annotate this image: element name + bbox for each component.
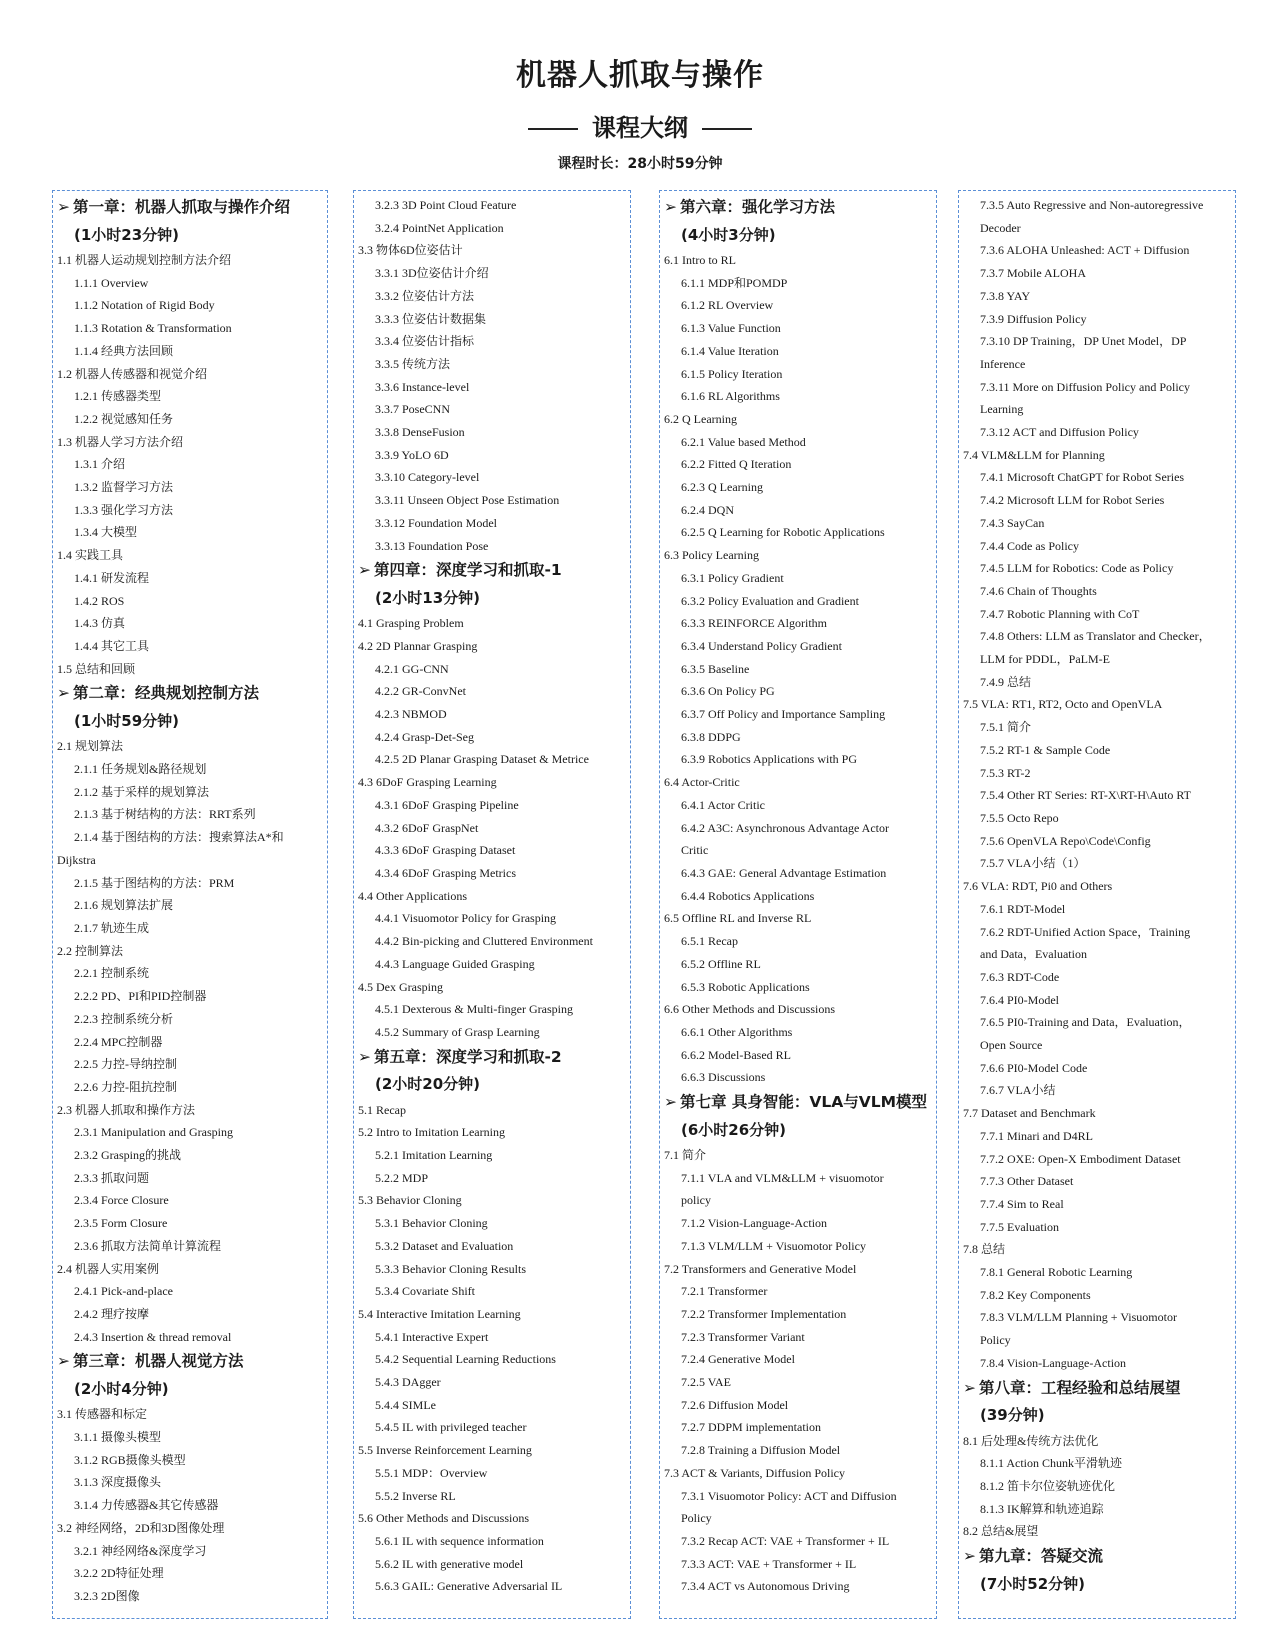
section-item: 5.2 Intro to Imitation Learning: [358, 1125, 505, 1140]
subsection-item: 7.6.7 VLA小结: [980, 1083, 1056, 1098]
subsection-item: 6.5.1 Recap: [681, 934, 738, 949]
subsection-item: 6.4.1 Actor Critic: [681, 797, 765, 812]
subsection-item: 3.3.5 传统方法: [375, 356, 451, 371]
subsection-item: 6.1.5 Policy Iteration: [681, 366, 783, 381]
subsection-item: 2.3.6 抓取方法简单计算流程: [74, 1238, 222, 1253]
section-item: 5.4 Interactive Imitation Learning: [358, 1306, 521, 1321]
subsection-item: 3.3.11 Unseen Object Pose Estimation: [375, 493, 560, 508]
subsection-item: 7.2.6 Diffusion Model: [681, 1397, 789, 1412]
chapter-heading: [57, 680, 323, 708]
chapter-heading: [57, 194, 323, 222]
subsection-item: 7.3.2 Recap ACT: VAE + Transformer + IL: [681, 1533, 890, 1548]
subsection-item: 7.5.6 OpenVLA Repo\Code\Config: [980, 833, 1151, 848]
subsection-item: 7.3.7 Mobile ALOHA: [980, 266, 1086, 281]
section-item: 2.3 机器人抓取和操作方法: [57, 1102, 196, 1117]
subsection-item: 5.2.1 Imitation Learning: [375, 1148, 493, 1163]
subsection-item: 1.4.1 研发流程: [74, 570, 150, 585]
section-item: 1.5 总结和回顾: [57, 661, 136, 676]
subsection-item: 6.1.6 RL Algorithms: [681, 389, 780, 404]
section-item: 5.3 Behavior Cloning: [358, 1193, 462, 1208]
subsection-item: 3.3.9 YoLO 6D: [375, 447, 449, 462]
chapter-duration: (2小时20分钟): [375, 1075, 481, 1094]
subsection-item: 1.1.1 Overview: [74, 275, 149, 290]
subsection-item: 3.1.1 摄像头模型: [74, 1430, 162, 1445]
subsection-item: 3.3.7 PoseCNN: [375, 402, 451, 417]
subsection-item: 5.4.4 SIMLe: [375, 1397, 436, 1412]
chapter-title: 第二章：经典规划控制方法: [73, 684, 260, 703]
chapter-duration: (1小时23分钟): [74, 225, 180, 244]
chapter-title: 第三章：机器人视觉方法: [73, 1352, 244, 1371]
subsection-item: 4.2.1 GG-CNN: [375, 661, 449, 676]
chapter-arrow-icon: ➢: [664, 1093, 677, 1112]
subsection-item: 5.4.2 Sequential Learning Reductions: [375, 1352, 556, 1367]
subsection-item: 3.1.3 深度摄像头: [74, 1475, 162, 1490]
subsection-item: 7.1.3 VLM/LLM + Visuomotor Policy: [681, 1238, 866, 1253]
subsection-item: 7.5.4 Other RT Series: RT-X\RT-H\Auto RT: [980, 788, 1192, 803]
subsection-item: 3.3.6 Instance-level: [375, 379, 470, 394]
subsection-item: 2.4.1 Pick-and-place: [74, 1284, 173, 1299]
chapter-duration: (4小时3分钟): [681, 225, 776, 244]
subsection-item: 7.3.12 ACT and Diffusion Policy: [980, 425, 1139, 440]
section-item: 6.5 Offline RL and Inverse RL: [664, 911, 812, 926]
subsection-item: 3.2.3 2D图像: [74, 1588, 140, 1603]
subsection-item: 5.5.2 Inverse RL: [375, 1488, 456, 1503]
subsection-item: 4.2.5 2D Planar Grasping Dataset & Metrice: [375, 752, 589, 767]
subsection-item: 7.3.1 Visuomotor Policy: ACT and Diffusion: [681, 1488, 897, 1503]
section-item: 6.4 Actor-Critic: [664, 775, 740, 790]
subsection-item: 3.1.4 力传感器&其它传感器: [74, 1498, 219, 1513]
subsection-item: 7.1.1 VLA and VLM&LLM + visuomotor: [681, 1170, 884, 1185]
subsection-item: 6.5.2 Offline RL: [681, 956, 761, 971]
section-item: 4.2 2D Plannar Grasping: [358, 638, 478, 653]
subsection-item: 2.3.3 抓取问题: [74, 1170, 150, 1185]
subsection-item: 3.2.4 PointNet Application: [375, 220, 504, 235]
subtitle-rule-right: [702, 128, 752, 130]
subsection-item: 1.2.1 传感器类型: [74, 389, 162, 404]
subsection-item: 7.4.3 SayCan: [980, 515, 1045, 530]
subsection-item: 5.3.4 Covariate Shift: [375, 1284, 475, 1299]
outline-column-3: [659, 190, 937, 1619]
subsection-item: 3.3.4 位姿估计指标: [375, 334, 475, 349]
subsection-item: 7.5.3 RT-2: [980, 765, 1031, 780]
section-item: 6.1 Intro to RL: [664, 253, 736, 267]
subsection-item: 1.3.4 大模型: [74, 525, 138, 540]
subsection-item: 4.4.3 Language Guided Grasping: [375, 956, 535, 971]
subsection-item: 5.4.3 DAgger: [375, 1375, 441, 1390]
subsection-item: 7.4.2 Microsoft LLM for Robot Series: [980, 493, 1165, 508]
section-item: 5.6 Other Methods and Discussions: [358, 1511, 529, 1526]
subtitle-text: 课程大纲: [592, 114, 688, 142]
subsection-item: 7.7.2 OXE: Open-X Embodiment Dataset: [980, 1151, 1181, 1166]
subsection-item: 2.1.1 任务规划&路径规划: [74, 762, 207, 777]
chapter-heading: [358, 1044, 626, 1072]
outline-column-2: [353, 190, 631, 1619]
subsection-item: 5.6.3 GAIL: Generative Adversarial IL: [375, 1579, 563, 1594]
subsection-item: 4.5.1 Dexterous & Multi-finger Grasping: [375, 1002, 573, 1017]
subsection-item: 7.2.5 VAE: [681, 1375, 731, 1390]
section-item: 7.6 VLA: RDT, Pi0 and Others: [963, 879, 1113, 894]
subsection-item: Policy: [681, 1511, 712, 1526]
section-item: 7.8 总结: [963, 1242, 1006, 1257]
section-item: 7.5 VLA: RT1, RT2, Octo and OpenVLA: [963, 697, 1163, 712]
section-item: 5.1 Recap: [358, 1102, 406, 1117]
subsection-item: 7.2.4 Generative Model: [681, 1352, 795, 1367]
subsection-item: 7.4.9 总结: [980, 674, 1032, 689]
subsection-item: 6.6.3 Discussions: [681, 1070, 766, 1085]
subsection-item: 7.5.5 Octo Repo: [980, 810, 1059, 825]
section-item: 1.1 机器人运动规划控制方法介绍: [57, 253, 232, 267]
subsection-item: 7.4.6 Chain of Thoughts: [980, 583, 1097, 598]
subsection-item: 2.1.4 基于图结构的方法：搜索算法A*和: [74, 830, 284, 845]
chapter-arrow-icon: ➢: [664, 198, 677, 216]
subsection-item: 6.2.2 Fitted Q Iteration: [681, 457, 792, 472]
subsection-item: 1.1.4 经典方法回顾: [74, 343, 174, 358]
subsection-item: 7.2.8 Training a Diffusion Model: [681, 1443, 841, 1458]
subsection-item: 7.5.7 VLA小结（1）: [980, 856, 1086, 871]
subsection-item: Learning: [980, 402, 1024, 417]
subsection-item: 7.3.4 ACT vs Autonomous Driving: [681, 1579, 850, 1594]
page-subtitle: [0, 108, 1280, 143]
subsection-item: Open Source: [980, 1038, 1043, 1053]
subsection-item: 2.3.1 Manipulation and Grasping: [74, 1125, 233, 1140]
subsection-item: 7.6.2 RDT-Unified Action Space，Training: [980, 924, 1191, 939]
chapter-arrow-icon: ➢: [57, 1352, 70, 1371]
chapter-title: 第五章：深度学习和抓取-2: [374, 1047, 562, 1066]
subsection-item: 6.2.4 DQN: [681, 502, 734, 517]
subsection-item: 1.1.2 Notation of Rigid Body: [74, 298, 215, 313]
subsection-item: 7.5.2 RT-1 & Sample Code: [980, 742, 1111, 757]
subsection-item: 6.3.1 Policy Gradient: [681, 570, 784, 585]
subsection-item: 2.2.3 控制系统分析: [74, 1011, 174, 1026]
subsection-item: 6.3.6 On Policy PG: [681, 684, 775, 699]
subsection-item: 7.7.5 Evaluation: [980, 1219, 1059, 1234]
subsection-item: 2.1.5 基于图结构的方法：PRM: [74, 875, 235, 890]
subsection-item: 8.1.1 Action Chunk平滑轨迹: [980, 1456, 1123, 1471]
chapter-arrow-icon: ➢: [963, 1378, 976, 1397]
subsection-item: 4.3.4 6DoF Grasping Metrics: [375, 865, 516, 880]
subsection-item: 7.3.3 ACT: VAE + Transformer + IL: [681, 1556, 857, 1571]
subsection-item: 6.3.8 DDPG: [681, 729, 741, 744]
subsection-item: Critic: [681, 843, 709, 858]
section-item: 4.1 Grasping Problem: [358, 616, 464, 631]
subsection-item: 3.3.13 Foundation Pose: [375, 538, 489, 553]
subsection-item: 7.4.4 Code as Policy: [980, 538, 1079, 553]
subsection-item: 2.1.7 轨迹生成: [74, 920, 150, 935]
subsection-item: 7.3.5 Auto Regressive and Non-autoregressive: [980, 198, 1204, 212]
subsection-item: Inference: [980, 356, 1026, 371]
subsection-item: 3.3.8 DenseFusion: [375, 425, 465, 440]
section-item: 7.1 简介: [664, 1148, 707, 1163]
chapter-heading: [57, 1348, 323, 1376]
section-item: 6.2 Q Learning: [664, 411, 737, 426]
subsection-item: 4.2.2 GR-ConvNet: [375, 684, 466, 699]
chapter-title: 第六章：强化学习方法: [680, 198, 836, 216]
section-item: 7.4 VLM&LLM for Planning: [963, 447, 1105, 462]
subsection-item: 8.1.2 笛卡尔位姿轨迹优化: [980, 1478, 1116, 1493]
subsection-item: 7.3.11 More on Diffusion Policy and Policy: [980, 379, 1190, 394]
chapter-title: 第四章：深度学习和抓取-1: [374, 561, 562, 580]
chapter-arrow-icon: ➢: [963, 1547, 976, 1566]
subsection-item: 6.1.4 Value Iteration: [681, 343, 779, 358]
chapter-arrow-icon: ➢: [57, 684, 70, 703]
subsection-item: 2.1.3 基于树结构的方法：RRT系列: [74, 807, 256, 822]
subsection-item: 4.4.2 Bin-picking and Cluttered Environment: [375, 934, 593, 949]
subsection-item: 7.4.8 Others: LLM as Translator and Checker，: [980, 629, 1211, 644]
subsection-item: 7.1.2 Vision-Language-Action: [681, 1216, 828, 1231]
subsection-item: 5.3.3 Behavior Cloning Results: [375, 1261, 526, 1276]
subsection-item: 7.8.3 VLM/LLM Planning + Visuomotor: [980, 1310, 1177, 1325]
section-item: 8.2 总结&展望: [963, 1524, 1039, 1539]
section-item: 4.5 Dex Grasping: [358, 979, 443, 994]
section-item: 2.4 机器人实用案例: [57, 1261, 160, 1276]
subsection-item: 1.2.2 视觉感知任务: [74, 411, 174, 426]
subsection-item: 1.1.3 Rotation & Transformation: [74, 321, 232, 336]
section-item: 8.1 后处理&传统方法优化: [963, 1433, 1099, 1448]
subsection-item: 7.2.1 Transformer: [681, 1284, 768, 1299]
chapter-arrow-icon: ➢: [358, 1047, 371, 1066]
subsection-item: 7.3.8 YAY: [980, 288, 1031, 303]
subsection-item: 1.3.2 监督学习方法: [74, 480, 174, 495]
subsection-item: 6.6.2 Model-Based RL: [681, 1047, 791, 1062]
subsection-item: 4.3.2 6DoF GraspNet: [375, 820, 479, 835]
chapter-duration: (2小时13分钟): [375, 588, 481, 607]
subsection-item: Policy: [980, 1333, 1011, 1348]
subsection-item: 6.1.1 MDP和POMDP: [681, 275, 788, 290]
subsection-item: policy: [681, 1193, 711, 1208]
chapter-heading: [963, 1375, 1231, 1403]
chapter-title: 第九章：答疑交流: [979, 1547, 1104, 1566]
subsection-item: 5.4.5 IL with privileged teacher: [375, 1420, 527, 1435]
subsection-item: 3.3.2 位姿估计方法: [375, 288, 475, 303]
section-item: 2.2 控制算法: [57, 943, 124, 958]
subsection-item: 7.2.2 Transformer Implementation: [681, 1306, 847, 1321]
subsection-item: LLM for PDDL，PaLM-E: [980, 652, 1110, 667]
subsection-item: 6.4.4 Robotics Applications: [681, 888, 815, 903]
subsection-item: 7.4.7 Robotic Planning with CoT: [980, 606, 1140, 621]
chapter-title: 第七章 具身智能：VLA与VLM模型: [680, 1093, 928, 1112]
subsection-item: 7.3.9 Diffusion Policy: [980, 311, 1087, 326]
subsection-item: 6.2.3 Q Learning: [681, 480, 763, 495]
section-item: 2.1 规划算法: [57, 739, 124, 754]
subsection-item: 5.3.1 Behavior Cloning: [375, 1216, 488, 1231]
chapter-heading: [664, 194, 932, 222]
chapter-arrow-icon: ➢: [358, 561, 371, 580]
subsection-item: 6.2.5 Q Learning for Robotic Applications: [681, 525, 885, 540]
subsection-item: 2.1.2 基于采样的规划算法: [74, 784, 210, 799]
subsection-item: 3.2.3 3D Point Cloud Feature: [375, 198, 517, 212]
section-item: 7.2 Transformers and Generative Model: [664, 1261, 857, 1276]
subsection-item: 5.3.2 Dataset and Evaluation: [375, 1238, 514, 1253]
subsection-item: 2.2.5 力控-导纳控制: [74, 1057, 177, 1072]
chapter-heading: [963, 1543, 1231, 1571]
subsection-item: 4.3.1 6DoF Grasping Pipeline: [375, 797, 519, 812]
subtitle-rule-left: [528, 128, 578, 130]
section-item: Dijkstra: [57, 852, 96, 867]
subsection-item: 6.5.3 Robotic Applications: [681, 979, 810, 994]
chapter-title: 第八章：工程经验和总结展望: [979, 1378, 1181, 1397]
section-item: 1.4 实践工具: [57, 548, 124, 563]
subsection-item: 2.3.2 Grasping的挑战: [74, 1148, 181, 1163]
subsection-item: 2.2.1 控制系统: [74, 966, 150, 981]
subsection-item: 7.6.3 RDT-Code: [980, 969, 1060, 984]
subsection-item: 7.2.3 Transformer Variant: [681, 1329, 805, 1344]
page-title: 机器人抓取与操作: [516, 58, 764, 93]
subsection-item: 1.3.3 强化学习方法: [74, 502, 174, 517]
subsection-item: 7.4.1 Microsoft ChatGPT for Robot Series: [980, 470, 1185, 485]
subsection-item: 7.6.5 PI0-Training and Data，Evaluation，: [980, 1015, 1191, 1030]
subsection-item: 5.5.1 MDP：Overview: [375, 1465, 488, 1480]
subsection-item: 5.2.2 MDP: [375, 1170, 429, 1185]
subsection-item: 4.3.3 6DoF Grasping Dataset: [375, 843, 516, 858]
chapter-duration: (6小时26分钟): [681, 1120, 787, 1139]
subsection-item: 6.1.2 RL Overview: [681, 298, 774, 313]
subsection-item: 3.3.12 Foundation Model: [375, 515, 497, 530]
subsection-item: 5.6.2 IL with generative model: [375, 1556, 524, 1571]
subsection-item: 5.4.1 Interactive Expert: [375, 1329, 489, 1344]
subsection-item: 6.6.1 Other Algorithms: [681, 1024, 793, 1039]
subsection-item: 1.4.4 其它工具: [74, 638, 150, 653]
subsection-item: 7.6.6 PI0-Model Code: [980, 1060, 1088, 1075]
course-duration: 课程时长：28小时59分钟: [557, 156, 723, 172]
subsection-item: 7.6.4 PI0-Model: [980, 992, 1059, 1007]
subsection-item: 4.4.1 Visuomotor Policy for Grasping: [375, 911, 557, 926]
section-item: 1.3 机器人学习方法介绍: [57, 434, 184, 449]
subsection-item: 2.2.6 力控-阻抗控制: [74, 1079, 177, 1094]
subsection-item: 4.5.2 Summary of Grasp Learning: [375, 1024, 540, 1039]
subsection-item: 6.3.9 Robotics Applications with PG: [681, 752, 858, 767]
subsection-item: 7.7.4 Sim to Real: [980, 1196, 1064, 1211]
subsection-item: 6.3.3 REINFORCE Algorithm: [681, 616, 828, 631]
subsection-item: 4.2.4 Grasp-Det-Seg: [375, 729, 474, 744]
subsection-item: 7.8.1 General Robotic Learning: [980, 1265, 1133, 1280]
chapter-title: 第一章：机器人抓取与操作介绍: [73, 198, 291, 216]
chapter-duration: (1小时59分钟): [74, 711, 180, 730]
outline-column-1: [52, 190, 328, 1619]
subsection-item: 6.3.7 Off Policy and Importance Sampling: [681, 707, 886, 722]
subsection-item: 7.7.1 Minari and D4RL: [980, 1128, 1093, 1143]
subsection-item: 3.2.1 神经网络&深度学习: [74, 1543, 207, 1558]
section-item: 7.3 ACT & Variants, Diffusion Policy: [664, 1465, 846, 1480]
subsection-item: 2.4.2 理疗按摩: [74, 1306, 150, 1321]
subsection-item: 6.3.5 Baseline: [681, 661, 750, 676]
subsection-item: 7.2.7 DDPM implementation: [681, 1420, 821, 1435]
subsection-item: 7.8.4 Vision-Language-Action: [980, 1355, 1127, 1370]
subsection-item: 7.5.1 简介: [980, 720, 1032, 735]
subsection-item: 2.4.3 Insertion & thread removal: [74, 1329, 232, 1344]
subsection-item: 7.8.2 Key Components: [980, 1287, 1091, 1302]
subsection-item: 7.7.3 Other Dataset: [980, 1174, 1074, 1189]
section-item: 1.2 机器人传感器和视觉介绍: [57, 366, 208, 381]
subsection-item: 2.1.6 规划算法扩展: [74, 898, 174, 913]
chapter-duration: (2小时4分钟): [74, 1379, 169, 1398]
subsection-item: 7.3.10 DP Training，DP Unet Model，DP: [980, 334, 1187, 349]
section-item: 7.7 Dataset and Benchmark: [963, 1106, 1096, 1121]
subsection-item: 1.4.2 ROS: [74, 593, 125, 608]
subsection-item: 3.3.3 位姿估计数据集: [375, 311, 487, 326]
subsection-item: 6.1.3 Value Function: [681, 321, 781, 336]
section-item: 3.1 传感器和标定: [57, 1407, 148, 1422]
subsection-item: 6.4.3 GAE: General Advantage Estimation: [681, 865, 887, 880]
subsection-item: 6.4.2 A3C: Asynchronous Advantage Actor: [681, 820, 889, 835]
subsection-item: 3.3.1 3D位姿估计介绍: [375, 266, 489, 281]
outline-column-4: [958, 190, 1236, 1619]
subsection-item: 1.3.1 介绍: [74, 457, 126, 472]
subsection-item: 2.2.2 PD、PI和PID控制器: [74, 989, 207, 1004]
chapter-heading: [358, 557, 626, 585]
subsection-item: 8.1.3 IK解算和轨迹追踪: [980, 1501, 1104, 1516]
subsection-item: 7.6.1 RDT-Model: [980, 901, 1066, 916]
subsection-item: 6.3.2 Policy Evaluation and Gradient: [681, 593, 859, 608]
subsection-item: 7.3.6 ALOHA Unleashed: ACT + Diffusion: [980, 243, 1190, 258]
subsection-item: 1.4.3 仿真: [74, 616, 126, 631]
subsection-item: 6.2.1 Value based Method: [681, 434, 806, 449]
subsection-item: 3.1.2 RGB摄像头模型: [74, 1452, 186, 1467]
chapter-duration: (7小时52分钟): [980, 1574, 1086, 1593]
section-item: 4.4 Other Applications: [358, 888, 467, 903]
chapter-arrow-icon: ➢: [57, 198, 70, 216]
subsection-item: 2.3.4 Force Closure: [74, 1193, 169, 1208]
subsection-item: 7.4.5 LLM for Robotics: Code as Policy: [980, 561, 1174, 576]
section-item: 5.5 Inverse Reinforcement Learning: [358, 1443, 532, 1458]
subsection-item: 6.3.4 Understand Policy Gradient: [681, 638, 842, 653]
subsection-item: 2.2.4 MPC控制器: [74, 1034, 163, 1049]
chapter-heading: [664, 1089, 932, 1117]
subsection-item: 3.2.2 2D特征处理: [74, 1566, 164, 1581]
section-item: 6.3 Policy Learning: [664, 548, 759, 563]
subsection-item: 4.2.3 NBMOD: [375, 707, 447, 722]
section-item: 3.2 神经网络，2D和3D图像处理: [57, 1520, 225, 1535]
subsection-item: 5.6.1 IL with sequence information: [375, 1533, 544, 1548]
subsection-item: Decoder: [980, 220, 1021, 235]
chapter-duration: (39分钟): [980, 1406, 1045, 1425]
section-item: 4.3 6DoF Grasping Learning: [358, 775, 497, 790]
subsection-item: 2.3.5 Form Closure: [74, 1216, 168, 1231]
section-item: 3.3 物体6D位姿估计: [358, 243, 463, 258]
subsection-item: and Data，Evaluation: [980, 947, 1087, 962]
subsection-item: 3.3.10 Category-level: [375, 470, 480, 485]
section-item: 6.6 Other Methods and Discussions: [664, 1002, 835, 1017]
